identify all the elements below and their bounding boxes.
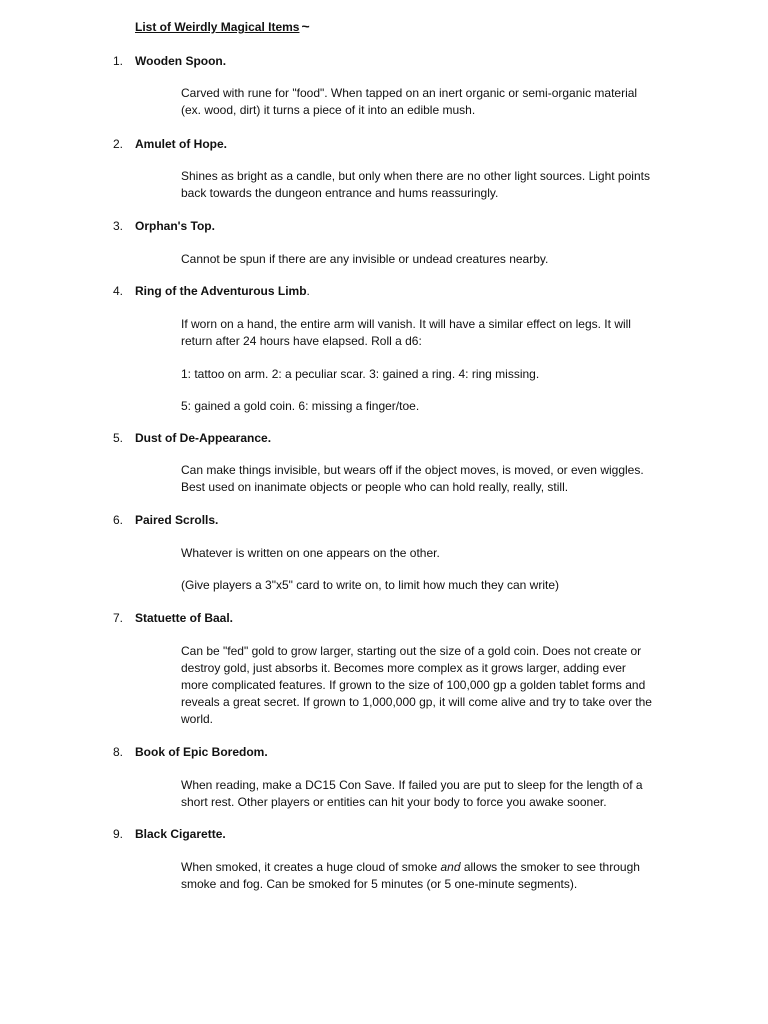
description-line: Can be "fed" gold to grow larger, starting out the size of a gold coin. Does not create or	[181, 644, 642, 658]
description-line: (ex. wood, dirt) it turns a piece of it into an edible mush.	[181, 103, 476, 117]
item-description	[181, 777, 681, 811]
document-title	[135, 18, 310, 34]
item-description	[181, 251, 681, 268]
list-item-heading	[113, 284, 310, 298]
description-line: smoke and fog. Can be smoked for 5 minutes (or 5 one-minute segments).	[181, 877, 578, 891]
description-line: When reading, make a DC15 Con Save. If failed you are put to sleep for the length of a	[181, 778, 643, 792]
item-description	[181, 545, 681, 562]
item-name-suffix: .	[306, 284, 310, 298]
emphasized-word: and	[440, 860, 461, 874]
item-description	[181, 643, 681, 728]
item-number: 6.	[113, 513, 124, 527]
description-line: Shines as bright as a candle, but only when there are no other light sources. Light points	[181, 169, 650, 183]
item-name: Ring of the Adventurous Limb	[135, 284, 307, 298]
title-text: List of Weirdly Magical Items	[135, 20, 300, 34]
description-line: short rest. Other players or entities can hit your body to force you awake sooner.	[181, 795, 607, 809]
description-line: (Give players a 3"x5" card to write on, to limit how much they can write)	[181, 578, 559, 592]
item-description	[181, 168, 681, 202]
list-item-heading	[113, 219, 215, 233]
item-number: 4.	[113, 284, 124, 298]
description-line: world.	[181, 712, 214, 726]
item-name: Orphan's Top.	[135, 219, 215, 233]
description-line: If worn on a hand, the entire arm will vanish. It will have a similar effect on legs. It will	[181, 317, 631, 331]
item-number: 5.	[113, 431, 124, 445]
description-line: destroy gold, just absorbs it. Becomes more complex as it grows larger, adding ever	[181, 661, 626, 675]
item-name: Dust of De-Appearance.	[135, 431, 272, 445]
description-line: Best used on inanimate objects or people who can hold really, really, still.	[181, 480, 569, 494]
description-line: reveals a great secret. If grown to 1,000,000 gp, it will come alive and try to take over the	[181, 695, 652, 709]
title-tilde: ~	[301, 18, 310, 34]
list-item-heading	[113, 431, 271, 445]
item-name: Statuette of Baal.	[135, 611, 234, 625]
list-item-heading	[113, 54, 226, 68]
list-item-heading	[113, 137, 227, 151]
description-line: return after 24 hours have elapsed. Roll a d6:	[181, 334, 422, 348]
list-item-heading	[113, 745, 268, 759]
description-line: Can make things invisible, but wears off if the object moves, is moved, or even wiggles.	[181, 463, 644, 477]
item-description	[181, 366, 681, 383]
item-name: Book of Epic Boredom.	[135, 745, 268, 759]
item-number: 1.	[113, 54, 124, 68]
item-number: 3.	[113, 219, 124, 233]
item-number: 8.	[113, 745, 124, 759]
item-number: 9.	[113, 827, 124, 841]
description-line: 1: tattoo on arm. 2: a peculiar scar. 3: gained a ring. 4: ring missing.	[181, 367, 540, 381]
item-name: Paired Scrolls.	[135, 513, 219, 527]
item-description	[181, 859, 681, 893]
description-line: Carved with rune for "food". When tapped on an inert organic or semi-organic material	[181, 86, 638, 100]
description-line: Cannot be spun if there are any invisible or undead creatures nearby.	[181, 252, 549, 266]
item-description	[181, 462, 681, 496]
item-description	[181, 577, 681, 594]
description-line: When smoked, it creates a huge cloud of smoke and allows the smoker to see through	[181, 860, 640, 874]
item-description	[181, 398, 681, 415]
list-item-heading	[113, 611, 233, 625]
description-line: Whatever is written on one appears on the other.	[181, 546, 440, 560]
item-description	[181, 316, 681, 350]
item-name: Amulet of Hope.	[135, 137, 227, 151]
item-name: Wooden Spoon.	[135, 54, 227, 68]
item-description	[181, 85, 681, 119]
description-line: more complicated features. If grown to the size of 100,000 gp a golden tablet forms and	[181, 678, 646, 692]
description-line: 5: gained a gold coin. 6: missing a finger/toe.	[181, 399, 420, 413]
list-item-heading	[113, 513, 218, 527]
item-number: 7.	[113, 611, 124, 625]
item-name: Black Cigarette.	[135, 827, 226, 841]
list-item-heading	[113, 827, 226, 841]
description-line: back towards the dungeon entrance and hums reassuringly.	[181, 186, 499, 200]
item-number: 2.	[113, 137, 124, 151]
